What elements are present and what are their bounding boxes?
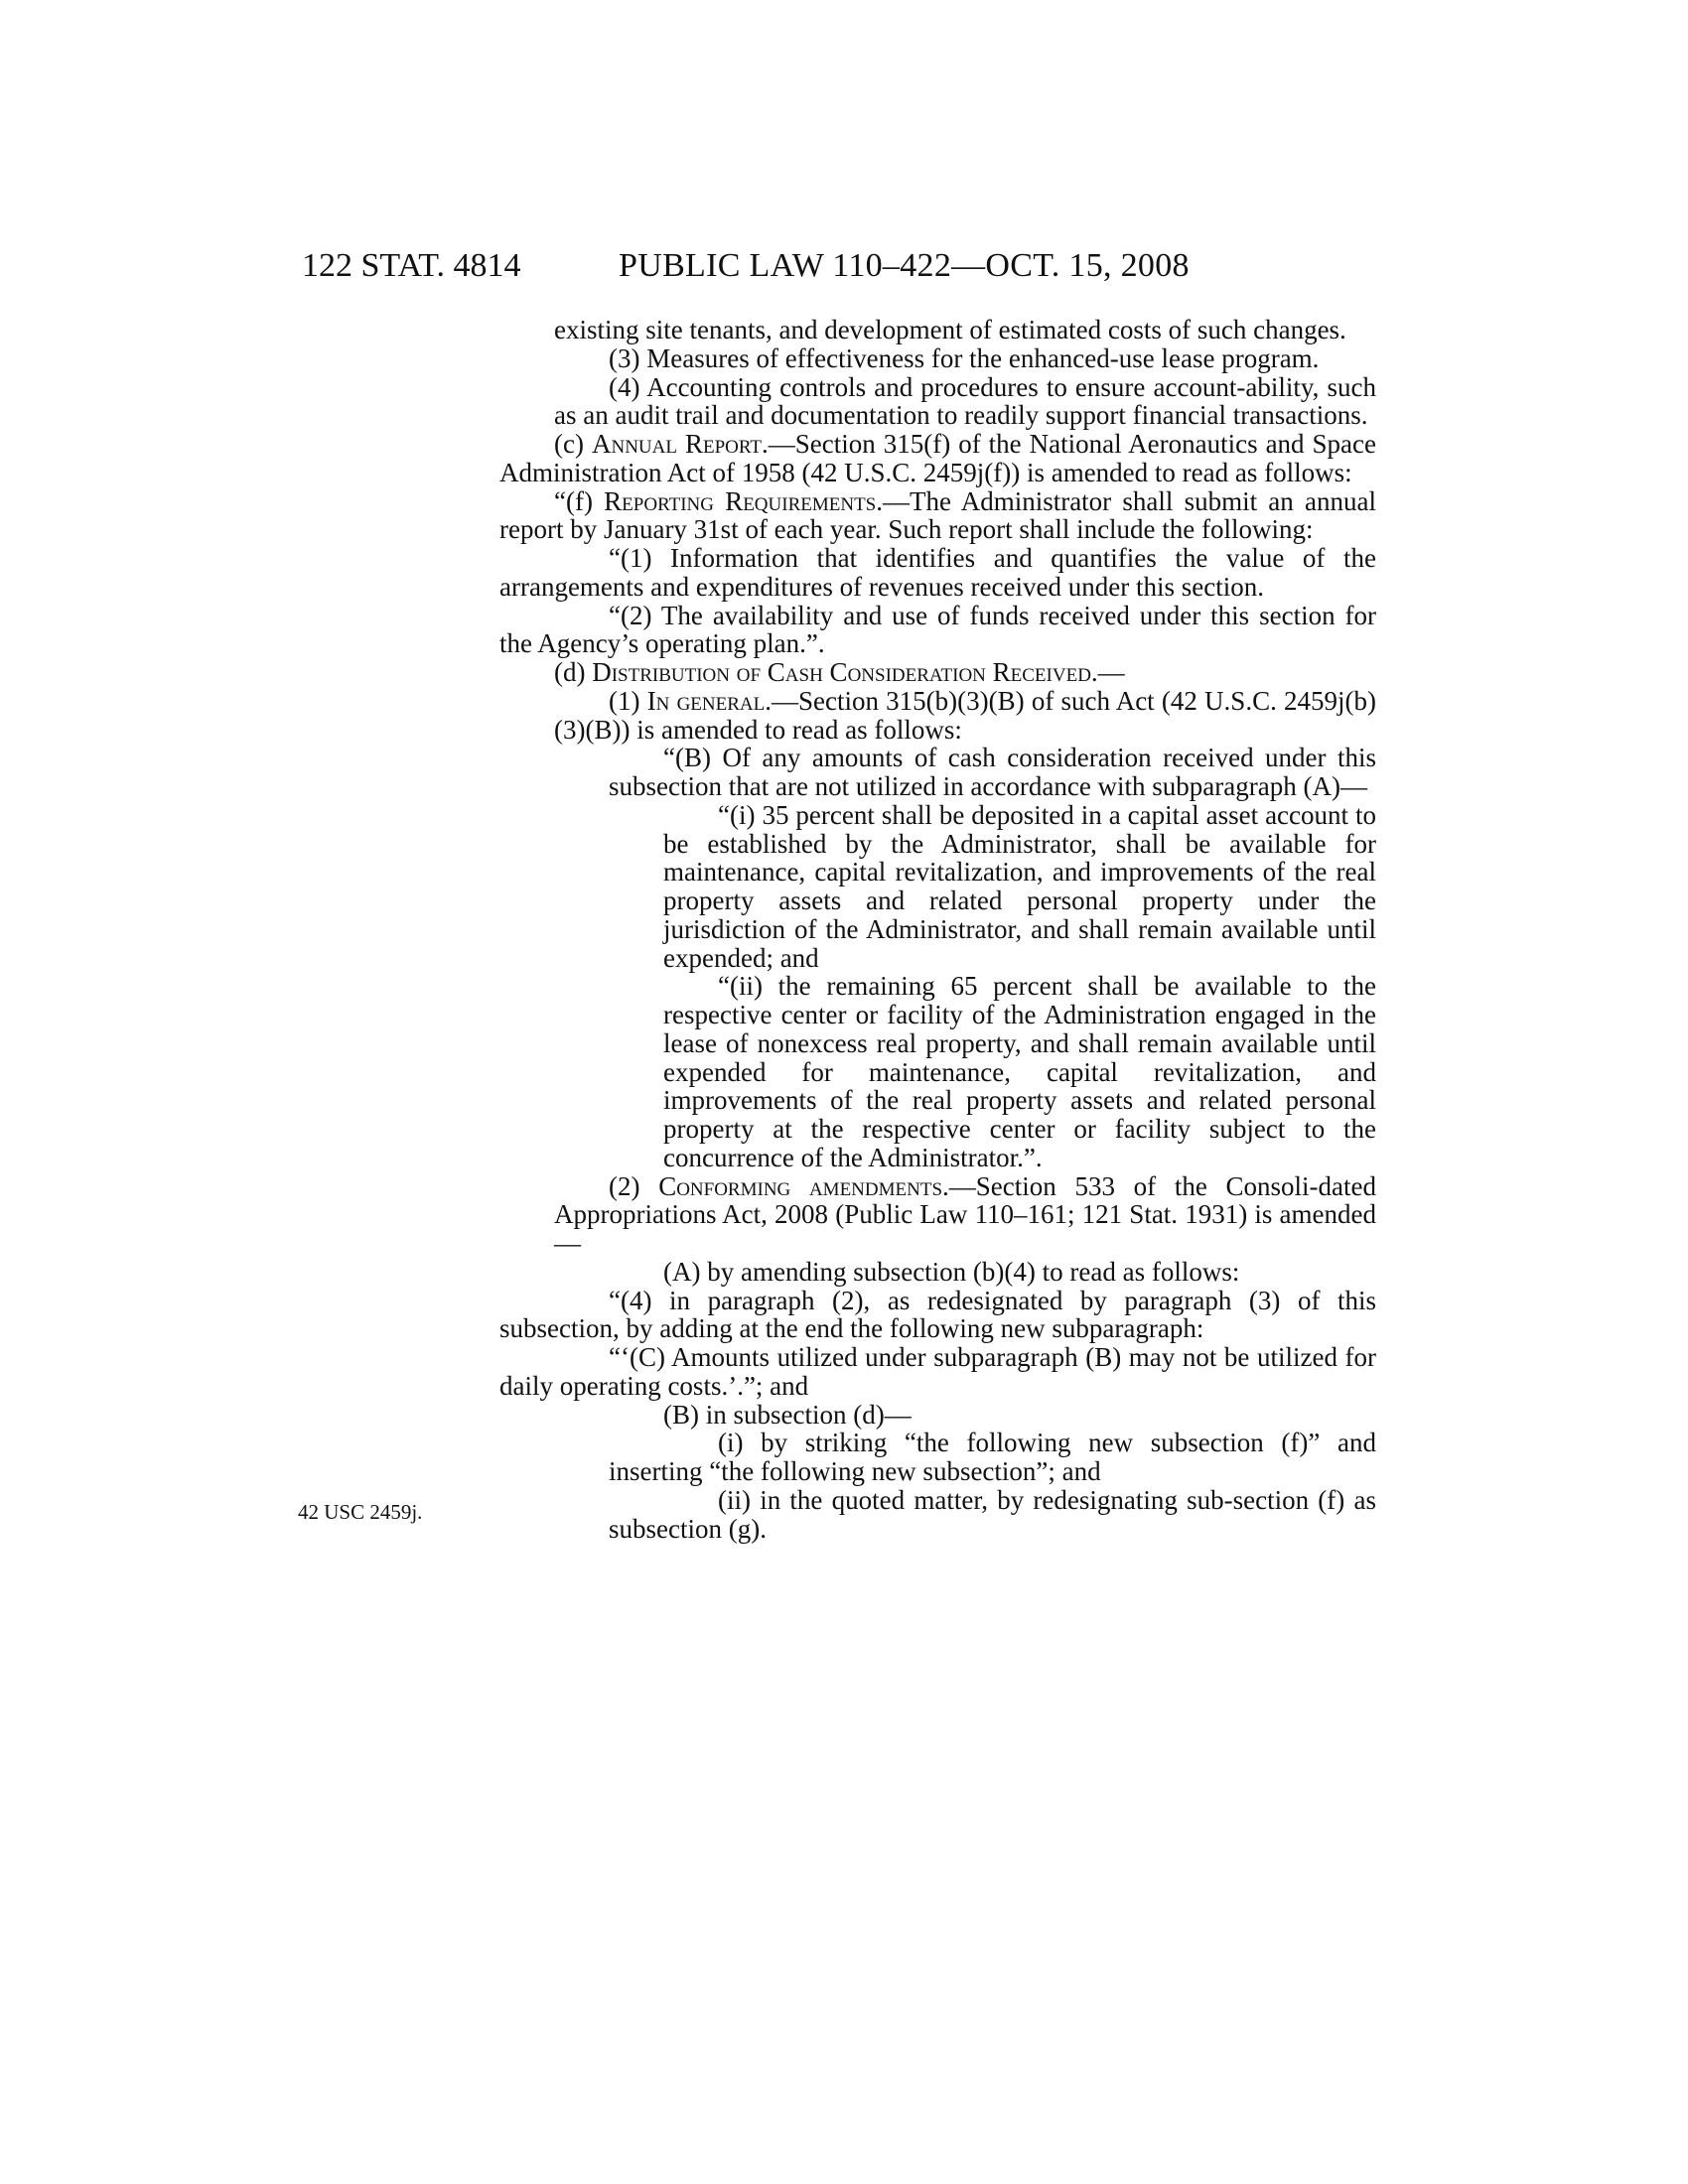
quoted-subparagraph-b: “(B) Of any amounts of cash consideration received under this subsection that are not utilized in accordance with subparagraph (A)— — [609, 743, 1376, 801]
clause-b-ii: (ii) in the quoted matter, by redesignating sub-section (f) as subsection (g). — [609, 1484, 1376, 1544]
subsection-d-text: .— — [1090, 657, 1125, 687]
quoted-paragraph-4: “(4) in paragraph (2), as redesignated by paragraph (3) of this subsection, by adding at the end the following new subparagraph: — [499, 1285, 1376, 1344]
subsection-c-text: .—Section 315(f) of the National Aeronautics and Space Administration Act of 1958 (42 U.S.C. 2459j(f)) is amended to read as follows: — [499, 429, 1377, 487]
clause-b-i: (i) by striking “the following new subsection (f)” and inserting “the following new subsection”; and — [609, 1428, 1376, 1486]
statute-citation: 122 STAT. 4814 — [302, 247, 521, 284]
paragraph-d1 — [499, 687, 1376, 745]
paragraph-d2 — [499, 1172, 1376, 1258]
paragraph-d1-text: .—Section 315(b)(3)(B) of such Act (42 U.S.C. 2459j(b)(3)(B)) is amended to read as follows: — [554, 685, 1377, 745]
paragraph-b3: (3) Measures of effectiveness for the enhanced-use lease program. — [609, 342, 1320, 373]
subsection-c-heading: Annual Report — [591, 429, 762, 459]
quoted-clause-ii: “(ii) the remaining 65 percent shall be available to the respective center or facility of the Administration engaged in the lease of nonexcess real property, and shall remain available until expended for maintenance, capital revitalization, and improvements of the real property assets and related personal property at the respective center or facility subject to the concurrence of the Administrator.”. — [663, 971, 1376, 1172]
page-header — [0, 242, 1688, 292]
subsection-d-label: (d) — [554, 657, 593, 687]
paragraph-continuation: existing site tenants, and development of estimated costs of such changes. — [554, 315, 1346, 344]
paragraph-d1-label: (1) — [609, 685, 647, 716]
quoted-subsection-f — [499, 487, 1376, 545]
paragraph-d2-text: .—Section 533 of the Consoli-dated Appropriations Act, 2008 (Public Law 110–161; 121 Stat. 1931) is amended— — [554, 1170, 1377, 1258]
running-head: PUBLIC LAW 110–422—OCT. 15, 2008 — [619, 247, 1190, 284]
body-text — [499, 316, 1376, 1543]
quoted-paragraph-f2: “(2) The availability and use of funds received under this section for the Agency’s operating plan.”. — [499, 600, 1376, 659]
quoted-clause-i: “(i) 35 percent shall be deposited in a capital asset account to be established by the Administrator, shall be available for maintenance, capital revitalization, and improvements of the real property assets and related personal property under the jurisdiction of the Administrator, and shall remain available until expended; and — [663, 799, 1376, 973]
subsection-d-heading: Distribution of Cash Consideration Received — [592, 657, 1091, 687]
subsection-d — [499, 658, 1376, 687]
quoted-paragraph-f1: “(1) Information that identifies and quantifies the value of the arrangements and expenditures of revenues received under this section. — [499, 543, 1376, 602]
quoted-subparagraph-c: “‘(C) Amounts utilized under subparagraph (B) may not be utilized for daily operating costs.’.”; and — [499, 1342, 1376, 1401]
margin-note: 42 USC 2459j. — [298, 1500, 423, 1524]
subsection-c — [499, 430, 1376, 487]
paragraph-d2-heading: Conforming amendments — [658, 1170, 943, 1201]
subparagraph-a: (A) by amending subsection (b)(4) to read as follows: — [663, 1256, 1240, 1287]
subparagraph-b: (B) in subsection (d)— — [663, 1399, 912, 1430]
paragraph-b4: (4) Accounting controls and procedures to ensure account-ability, such as an audit trail and documentation to readily support financial transactions. — [554, 371, 1376, 431]
subsection-c-label: (c) — [554, 429, 592, 459]
quoted-subsection-f-heading: Reporting Requirements — [604, 485, 877, 516]
quoted-subsection-f-text: .—The Administrator shall submit an annual report by January 31st of each year. Such report shall include the following: — [499, 485, 1376, 545]
paragraph-d2-label: (2) — [609, 1170, 659, 1201]
paragraph-d1-heading: In general — [646, 685, 766, 716]
quoted-subsection-f-label: “(f) — [554, 485, 605, 516]
